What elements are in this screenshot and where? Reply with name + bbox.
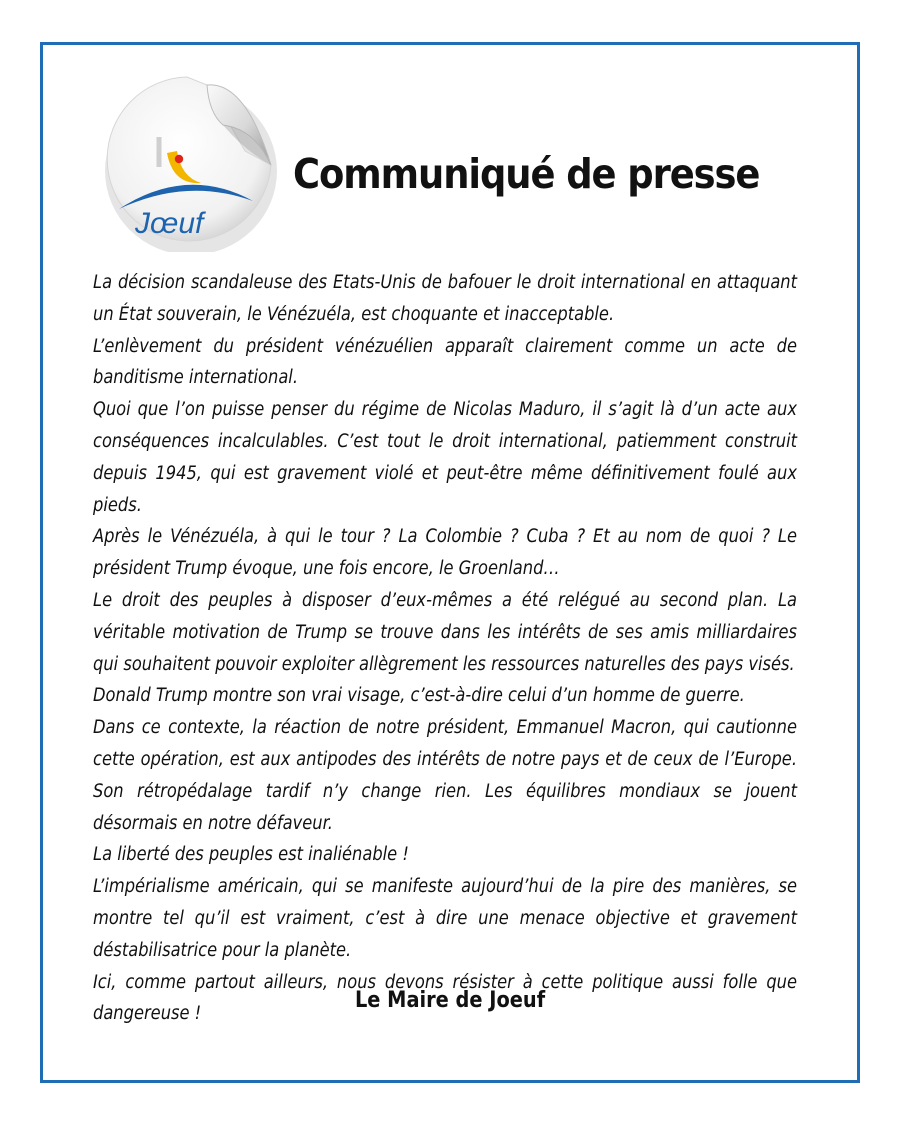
paragraph: La liberté des peuples est inaliénable ! (93, 844, 409, 866)
joeuf-logo (95, 67, 280, 252)
paragraph: L’enlèvement du président vénézuélien apparaît clairement comme un acte de banditisme international. (93, 335, 797, 389)
paragraph: Après le Vénézuéla, à qui le tour ? La Colombie ? Cuba ? Et au nom de quoi ? Le président Trump évoque, une fois encore, le Groenland… (93, 526, 797, 580)
paragraph: Donald Trump montre son vrai visage, c’est-à-dire celui d’un homme de guerre. (93, 685, 745, 707)
paragraph: Ici, comme partout ailleurs, nous devons résister à cette politique aussi folle que dangereuse ! (93, 971, 797, 1025)
paragraph: Dans ce contexte, la réaction de notre président, Emmanuel Macron, qui cautionne cette opération, est aux antipodes des intérêts de notre pays et de ceux de l’Europe. Son rétropédalage tardif n’y change rien. Les équilibres mondiaux se jouent désormais en notre défaveur. (93, 717, 797, 834)
logo-text: Jœuf (135, 207, 204, 240)
paragraph: Le droit des peuples à disposer d’eux-mêmes a été relégué au second plan. La véritable motivation de Trump se trouve dans les intérêts de ses amis milliardaires qui souhaitent pouvoir exploiter allègrement les ressources naturelles des pays visés. (93, 589, 797, 675)
page-title: Communiqué de presse (293, 150, 760, 198)
signature (43, 988, 857, 1013)
press-release-body (93, 267, 797, 1030)
paragraph: La décision scandaleuse des Etats-Unis de bafouer le droit international en attaquant un État souverain, le Vénézuéla, est choquante et inacceptable. (93, 272, 797, 325)
paragraph: Quoi que l’on puisse penser du régime de Nicolas Maduro, il s’agit là d’un acte aux conséquences incalculables. C’est tout le droit international, patiemment construit depuis 1945, qui est gravement violé et peut-être même définitivement foulé aux pieds. (93, 399, 797, 516)
signature-text: Le Maire de Joeuf (354, 988, 546, 1013)
paragraph: L’impérialisme américain, qui se manifeste aujourd’hui de la pire des manières, se montre tel qu’il est vraiment, c’est à dire une menace objective et gravement déstabilisatrice pour la planète. (93, 876, 797, 961)
press-release-frame (40, 42, 860, 1083)
